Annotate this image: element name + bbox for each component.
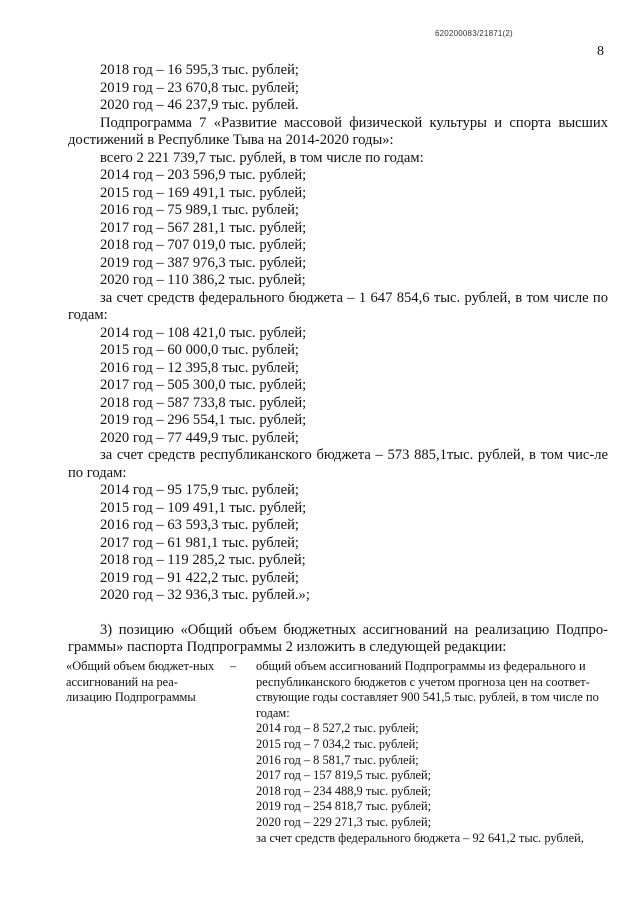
spacer [68,605,608,622]
year-line: 2015 год – 109 491,1 тыс. рублей; [100,499,307,516]
table-year-line: 2019 год – 254 818,7 тыс. рублей; [256,799,432,814]
table-year-line: 2014 год – 8 527,2 тыс. рублей; [256,721,419,736]
document-id: 620200083/21871(2) [435,29,513,38]
year-line: 2019 год – 296 554,1 тыс. рублей; [100,412,307,428]
year-line: 2020 год – 77 449,9 тыс. рублей; [100,429,299,446]
table-right-cell [256,659,611,846]
table-total-paragraph: общий объем ассигнований Подпрограммы из федерального и республиканского бюджетов с учетом прогноза цен на соответ-ствующие годы составляет 900 541,5 тыс. рублей, в том числе по годам: [256,659,599,720]
year-line: 2020 год – 32 936,3 тыс. рублей.»; [100,587,310,603]
year-line: 2018 год – 587 733,8 тыс. рублей; [100,394,307,411]
federal-budget-paragraph: за счет средств федерального бюджета – 1 647 854,6 тыс. рублей, в том числе по годам: [68,289,608,323]
table-year-line: 2020 год – 229 271,3 тыс. рублей; [256,814,432,829]
total-line: всего 2 221 739,7 тыс. рублей, в том числе по годам: [100,149,424,166]
year-line: 2017 год – 61 981,1 тыс. рублей; [100,534,299,551]
year-line: 2014 год – 108 421,0 тыс. рублей; [100,324,307,341]
table-year-line: 2017 год – 157 819,5 тыс. рублей; [256,768,432,783]
year-line: 2015 год – 169 491,1 тыс. рублей; [100,184,307,201]
year-line: 2014 год – 203 596,9 тыс. рублей; [100,167,307,183]
table-dash: – [230,659,237,673]
subprogram-7-paragraph: Подпрограмма 7 «Развитие массовой физической культуры и спорта высших достижений в Республике Тыва на 2014-2020 годы»: [68,114,608,148]
year-line: 2019 год – 23 670,8 тыс. рублей; [100,79,299,96]
table-year-line: 2018 год – 234 488,9 тыс. рублей; [256,783,432,798]
year-line: 2015 год – 60 000,0 тыс. рублей; [100,342,299,358]
year-line: 2019 год – 91 422,2 тыс. рублей; [100,569,299,586]
year-line: 2020 год – 110 386,2 тыс. рублей; [100,272,306,288]
year-line: 2020 год – 46 237,9 тыс. рублей. [100,97,299,113]
table-year-line: 2016 год – 8 581,7 тыс. рублей; [256,752,419,767]
year-line: 2018 год – 707 019,0 тыс. рублей; [100,237,307,253]
table-year-line: 2015 год – 7 034,2 тыс. рублей; [256,736,419,751]
year-line: 2016 год – 12 395,8 тыс. рублей; [100,359,299,376]
year-line: 2016 год – 75 989,1 тыс. рублей; [100,202,299,218]
republic-budget-paragraph: за счет средств республиканского бюджета – 573 885,1тыс. рублей, в том чис-ле по годам: [68,447,608,481]
item-3-paragraph: 3) позицию «Общий объем бюджетных ассигнований на реализацию Подпро-граммы» паспорта Подпрограммы 2 изложить в следующей редакции: [68,621,608,655]
year-line: 2019 год – 387 976,3 тыс. рублей; [100,254,307,271]
year-line: 2014 год – 95 175,9 тыс. рублей; [100,482,299,498]
year-line: 2018 год – 16 595,3 тыс. рублей; [100,62,299,78]
year-line: 2016 год – 63 593,3 тыс. рублей; [100,517,299,533]
page-number: 8 [597,44,604,59]
year-line: 2017 год – 505 300,0 тыс. рублей; [100,377,307,393]
document-body [68,62,608,657]
year-line: 2017 год – 567 281,1 тыс. рублей; [100,219,307,236]
table-federal-line: за счет средств федерального бюджета – 92 641,2 тыс. рублей, [256,830,584,845]
table-left-label: «Общий объем бюджет-ных ассигнований на реа-лизацию Подпрограммы [66,659,215,705]
year-line: 2018 год – 119 285,2 тыс. рублей; [100,552,306,568]
